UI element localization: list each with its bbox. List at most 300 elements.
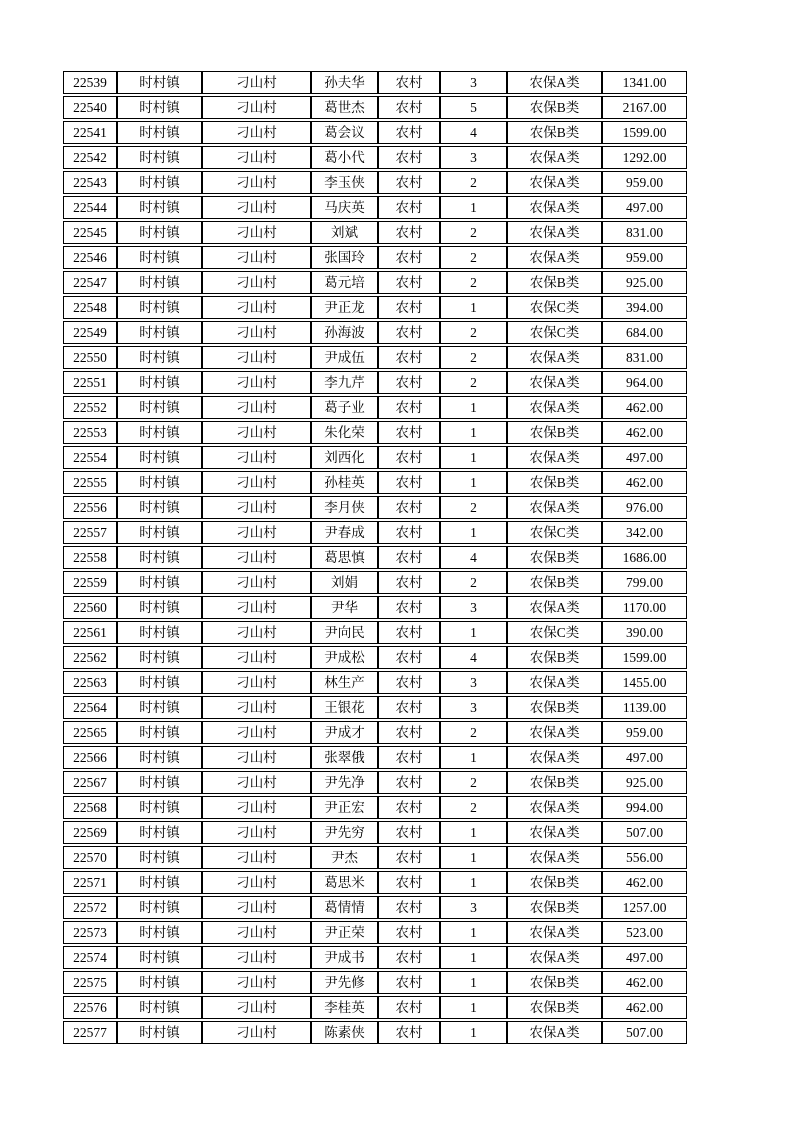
cell-person-name: 李桂英 [311, 996, 378, 1019]
cell-insurance-category: 农保B类 [507, 971, 602, 994]
cell-person-name: 朱化荣 [311, 421, 378, 444]
cell-town: 时村镇 [117, 671, 202, 694]
cell-village: 刁山村 [202, 621, 311, 644]
cell-household-type: 农村 [378, 746, 440, 769]
cell-household-type: 农村 [378, 896, 440, 919]
cell-record-number: 22551 [63, 371, 117, 394]
cell-insurance-category: 农保B类 [507, 896, 602, 919]
cell-town: 时村镇 [117, 646, 202, 669]
cell-person-count: 2 [440, 171, 507, 194]
cell-village: 刁山村 [202, 71, 311, 94]
cell-person-name: 尹正宏 [311, 796, 378, 819]
cell-village: 刁山村 [202, 646, 311, 669]
cell-household-type: 农村 [378, 821, 440, 844]
cell-town: 时村镇 [117, 246, 202, 269]
cell-household-type: 农村 [378, 196, 440, 219]
cell-insurance-category: 农保B类 [507, 471, 602, 494]
table-row [63, 471, 687, 494]
cell-town: 时村镇 [117, 871, 202, 894]
cell-household-type: 农村 [378, 621, 440, 644]
cell-person-name: 马庆英 [311, 196, 378, 219]
cell-amount: 462.00 [602, 471, 687, 494]
cell-record-number: 22540 [63, 96, 117, 119]
cell-town: 时村镇 [117, 921, 202, 944]
cell-record-number: 22566 [63, 746, 117, 769]
table-row [63, 221, 687, 244]
cell-person-name: 刘西化 [311, 446, 378, 469]
cell-person-name: 孙海波 [311, 321, 378, 344]
cell-person-name: 尹成松 [311, 646, 378, 669]
cell-record-number: 22574 [63, 946, 117, 969]
cell-person-name: 林生产 [311, 671, 378, 694]
cell-amount: 390.00 [602, 621, 687, 644]
cell-town: 时村镇 [117, 221, 202, 244]
table-row [63, 71, 687, 94]
cell-person-count: 1 [440, 871, 507, 894]
cell-household-type: 农村 [378, 646, 440, 669]
cell-person-name: 尹杰 [311, 846, 378, 869]
cell-person-count: 2 [440, 496, 507, 519]
table-row [63, 321, 687, 344]
cell-household-type: 农村 [378, 946, 440, 969]
cell-record-number: 22556 [63, 496, 117, 519]
cell-person-name: 尹成才 [311, 721, 378, 744]
cell-insurance-category: 农保B类 [507, 271, 602, 294]
cell-village: 刁山村 [202, 121, 311, 144]
cell-town: 时村镇 [117, 721, 202, 744]
cell-amount: 556.00 [602, 846, 687, 869]
cell-person-count: 3 [440, 671, 507, 694]
cell-amount: 959.00 [602, 171, 687, 194]
cell-household-type: 农村 [378, 846, 440, 869]
cell-record-number: 22546 [63, 246, 117, 269]
table-row [63, 646, 687, 669]
cell-town: 时村镇 [117, 996, 202, 1019]
cell-insurance-category: 农保A类 [507, 846, 602, 869]
cell-insurance-category: 农保B类 [507, 96, 602, 119]
cell-town: 时村镇 [117, 421, 202, 444]
cell-amount: 1341.00 [602, 71, 687, 94]
cell-insurance-category: 农保A类 [507, 1021, 602, 1044]
cell-record-number: 22560 [63, 596, 117, 619]
cell-household-type: 农村 [378, 671, 440, 694]
cell-amount: 342.00 [602, 521, 687, 544]
cell-amount: 976.00 [602, 496, 687, 519]
cell-record-number: 22544 [63, 196, 117, 219]
cell-town: 时村镇 [117, 946, 202, 969]
cell-insurance-category: 农保A类 [507, 371, 602, 394]
cell-person-name: 张翠俄 [311, 746, 378, 769]
cell-person-count: 1 [440, 446, 507, 469]
cell-village: 刁山村 [202, 821, 311, 844]
cell-person-name: 孙桂英 [311, 471, 378, 494]
cell-village: 刁山村 [202, 946, 311, 969]
cell-record-number: 22550 [63, 346, 117, 369]
cell-household-type: 农村 [378, 96, 440, 119]
cell-town: 时村镇 [117, 471, 202, 494]
table-row [63, 1021, 687, 1044]
cell-record-number: 22569 [63, 821, 117, 844]
cell-village: 刁山村 [202, 246, 311, 269]
cell-record-number: 22572 [63, 896, 117, 919]
cell-household-type: 农村 [378, 71, 440, 94]
cell-record-number: 22554 [63, 446, 117, 469]
cell-person-name: 尹先净 [311, 771, 378, 794]
cell-town: 时村镇 [117, 596, 202, 619]
cell-person-count: 1 [440, 971, 507, 994]
cell-town: 时村镇 [117, 346, 202, 369]
cell-person-count: 3 [440, 146, 507, 169]
cell-person-name: 尹春成 [311, 521, 378, 544]
cell-insurance-category: 农保B类 [507, 121, 602, 144]
cell-person-name: 葛思米 [311, 871, 378, 894]
document-sheet [63, 69, 687, 1046]
cell-amount: 684.00 [602, 321, 687, 344]
cell-amount: 497.00 [602, 446, 687, 469]
cell-person-name: 尹先修 [311, 971, 378, 994]
table-row [63, 446, 687, 469]
table-row [63, 421, 687, 444]
cell-amount: 1170.00 [602, 596, 687, 619]
cell-town: 时村镇 [117, 446, 202, 469]
cell-town: 时村镇 [117, 1021, 202, 1044]
cell-amount: 831.00 [602, 346, 687, 369]
cell-record-number: 22573 [63, 921, 117, 944]
cell-town: 时村镇 [117, 171, 202, 194]
cell-person-name: 李玉侠 [311, 171, 378, 194]
cell-insurance-category: 农保A类 [507, 746, 602, 769]
cell-record-number: 22563 [63, 671, 117, 694]
table-row [63, 271, 687, 294]
cell-person-count: 3 [440, 696, 507, 719]
cell-person-count: 2 [440, 371, 507, 394]
cell-amount: 462.00 [602, 396, 687, 419]
cell-insurance-category: 农保A类 [507, 396, 602, 419]
cell-person-name: 王银花 [311, 696, 378, 719]
cell-person-count: 4 [440, 646, 507, 669]
cell-insurance-category: 农保A类 [507, 246, 602, 269]
cell-village: 刁山村 [202, 396, 311, 419]
cell-record-number: 22565 [63, 721, 117, 744]
table-row [63, 746, 687, 769]
cell-household-type: 农村 [378, 996, 440, 1019]
cell-person-count: 2 [440, 571, 507, 594]
cell-person-count: 2 [440, 321, 507, 344]
cell-person-count: 1 [440, 946, 507, 969]
cell-person-name: 李九芹 [311, 371, 378, 394]
cell-record-number: 22553 [63, 421, 117, 444]
cell-town: 时村镇 [117, 971, 202, 994]
cell-record-number: 22549 [63, 321, 117, 344]
cell-person-count: 1 [440, 921, 507, 944]
cell-amount: 497.00 [602, 746, 687, 769]
cell-record-number: 22561 [63, 621, 117, 644]
table-row [63, 596, 687, 619]
cell-household-type: 农村 [378, 721, 440, 744]
cell-amount: 2167.00 [602, 96, 687, 119]
cell-person-count: 5 [440, 96, 507, 119]
table-row [63, 521, 687, 544]
cell-insurance-category: 农保B类 [507, 546, 602, 569]
cell-town: 时村镇 [117, 396, 202, 419]
cell-amount: 994.00 [602, 796, 687, 819]
cell-amount: 462.00 [602, 971, 687, 994]
cell-insurance-category: 农保A类 [507, 721, 602, 744]
cell-amount: 497.00 [602, 196, 687, 219]
cell-insurance-category: 农保A类 [507, 71, 602, 94]
table-row [63, 846, 687, 869]
cell-record-number: 22548 [63, 296, 117, 319]
cell-person-name: 尹华 [311, 596, 378, 619]
cell-village: 刁山村 [202, 571, 311, 594]
cell-insurance-category: 农保A类 [507, 171, 602, 194]
cell-person-count: 2 [440, 271, 507, 294]
cell-person-count: 1 [440, 421, 507, 444]
cell-household-type: 农村 [378, 471, 440, 494]
cell-amount: 523.00 [602, 921, 687, 944]
cell-insurance-category: 农保B类 [507, 421, 602, 444]
cell-person-name: 葛子业 [311, 396, 378, 419]
cell-village: 刁山村 [202, 896, 311, 919]
cell-person-name: 尹正荣 [311, 921, 378, 944]
cell-amount: 507.00 [602, 821, 687, 844]
cell-town: 时村镇 [117, 521, 202, 544]
cell-record-number: 22541 [63, 121, 117, 144]
cell-town: 时村镇 [117, 746, 202, 769]
cell-record-number: 22564 [63, 696, 117, 719]
cell-village: 刁山村 [202, 346, 311, 369]
cell-record-number: 22555 [63, 471, 117, 494]
cell-village: 刁山村 [202, 546, 311, 569]
cell-record-number: 22542 [63, 146, 117, 169]
cell-person-count: 1 [440, 196, 507, 219]
cell-person-name: 孙夫华 [311, 71, 378, 94]
cell-insurance-category: 农保A类 [507, 196, 602, 219]
cell-household-type: 农村 [378, 771, 440, 794]
cell-person-count: 1 [440, 746, 507, 769]
table-row [63, 696, 687, 719]
cell-person-count: 2 [440, 796, 507, 819]
cell-village: 刁山村 [202, 796, 311, 819]
cell-household-type: 农村 [378, 346, 440, 369]
cell-insurance-category: 农保A类 [507, 496, 602, 519]
cell-village: 刁山村 [202, 746, 311, 769]
cell-village: 刁山村 [202, 1021, 311, 1044]
cell-person-name: 陈素侠 [311, 1021, 378, 1044]
cell-record-number: 22547 [63, 271, 117, 294]
cell-town: 时村镇 [117, 546, 202, 569]
table-row [63, 371, 687, 394]
cell-insurance-category: 农保A类 [507, 946, 602, 969]
cell-person-count: 1 [440, 471, 507, 494]
cell-town: 时村镇 [117, 571, 202, 594]
table-row [63, 821, 687, 844]
cell-record-number: 22562 [63, 646, 117, 669]
cell-town: 时村镇 [117, 271, 202, 294]
cell-town: 时村镇 [117, 496, 202, 519]
cell-village: 刁山村 [202, 446, 311, 469]
cell-household-type: 农村 [378, 271, 440, 294]
table-row [63, 796, 687, 819]
table-row [63, 246, 687, 269]
cell-amount: 1257.00 [602, 896, 687, 919]
cell-insurance-category: 农保A类 [507, 446, 602, 469]
cell-town: 时村镇 [117, 296, 202, 319]
cell-record-number: 22576 [63, 996, 117, 1019]
cell-person-count: 1 [440, 521, 507, 544]
cell-insurance-category: 农保B类 [507, 871, 602, 894]
cell-village: 刁山村 [202, 771, 311, 794]
cell-village: 刁山村 [202, 596, 311, 619]
table-row [63, 946, 687, 969]
table-row [63, 546, 687, 569]
cell-person-name: 尹成书 [311, 946, 378, 969]
cell-household-type: 农村 [378, 796, 440, 819]
cell-household-type: 农村 [378, 546, 440, 569]
cell-person-name: 葛情情 [311, 896, 378, 919]
cell-record-number: 22545 [63, 221, 117, 244]
cell-amount: 507.00 [602, 1021, 687, 1044]
cell-record-number: 22571 [63, 871, 117, 894]
cell-person-name: 刘斌 [311, 221, 378, 244]
cell-village: 刁山村 [202, 421, 311, 444]
table-row [63, 921, 687, 944]
cell-person-name: 李月侠 [311, 496, 378, 519]
cell-amount: 799.00 [602, 571, 687, 594]
cell-amount: 1599.00 [602, 646, 687, 669]
cell-person-name: 葛世杰 [311, 96, 378, 119]
cell-amount: 1455.00 [602, 671, 687, 694]
cell-amount: 964.00 [602, 371, 687, 394]
table-row [63, 571, 687, 594]
cell-person-count: 3 [440, 896, 507, 919]
cell-insurance-category: 农保A类 [507, 821, 602, 844]
cell-town: 时村镇 [117, 896, 202, 919]
cell-village: 刁山村 [202, 696, 311, 719]
cell-village: 刁山村 [202, 296, 311, 319]
cell-person-name: 葛会议 [311, 121, 378, 144]
cell-amount: 462.00 [602, 996, 687, 1019]
cell-household-type: 农村 [378, 246, 440, 269]
cell-household-type: 农村 [378, 171, 440, 194]
cell-record-number: 22557 [63, 521, 117, 544]
table-row [63, 346, 687, 369]
cell-person-count: 1 [440, 846, 507, 869]
cell-insurance-category: 农保A类 [507, 596, 602, 619]
cell-amount: 925.00 [602, 771, 687, 794]
cell-person-count: 1 [440, 296, 507, 319]
cell-town: 时村镇 [117, 321, 202, 344]
cell-village: 刁山村 [202, 221, 311, 244]
cell-household-type: 农村 [378, 296, 440, 319]
cell-village: 刁山村 [202, 196, 311, 219]
cell-insurance-category: 农保C类 [507, 521, 602, 544]
cell-village: 刁山村 [202, 871, 311, 894]
table-row [63, 871, 687, 894]
cell-insurance-category: 农保C类 [507, 321, 602, 344]
cell-household-type: 农村 [378, 571, 440, 594]
cell-town: 时村镇 [117, 371, 202, 394]
cell-insurance-category: 农保B类 [507, 646, 602, 669]
subsidy-roster-table [63, 69, 687, 1046]
table-row [63, 971, 687, 994]
cell-person-count: 2 [440, 221, 507, 244]
table-row [63, 396, 687, 419]
cell-record-number: 22575 [63, 971, 117, 994]
cell-town: 时村镇 [117, 96, 202, 119]
cell-household-type: 农村 [378, 1021, 440, 1044]
cell-amount: 1292.00 [602, 146, 687, 169]
cell-village: 刁山村 [202, 921, 311, 944]
cell-town: 时村镇 [117, 621, 202, 644]
cell-person-count: 2 [440, 721, 507, 744]
cell-village: 刁山村 [202, 96, 311, 119]
table-row [63, 671, 687, 694]
cell-record-number: 22570 [63, 846, 117, 869]
cell-village: 刁山村 [202, 846, 311, 869]
cell-person-name: 尹成伍 [311, 346, 378, 369]
cell-village: 刁山村 [202, 371, 311, 394]
cell-insurance-category: 农保A类 [507, 146, 602, 169]
table-row [63, 621, 687, 644]
cell-insurance-category: 农保A类 [507, 796, 602, 819]
table-row [63, 171, 687, 194]
cell-person-name: 张国玲 [311, 246, 378, 269]
cell-insurance-category: 农保B类 [507, 996, 602, 1019]
cell-household-type: 农村 [378, 321, 440, 344]
cell-town: 时村镇 [117, 121, 202, 144]
cell-village: 刁山村 [202, 146, 311, 169]
cell-amount: 394.00 [602, 296, 687, 319]
cell-record-number: 22558 [63, 546, 117, 569]
cell-person-name: 葛元培 [311, 271, 378, 294]
cell-person-count: 1 [440, 1021, 507, 1044]
cell-amount: 925.00 [602, 271, 687, 294]
cell-village: 刁山村 [202, 521, 311, 544]
cell-insurance-category: 农保A类 [507, 921, 602, 944]
cell-household-type: 农村 [378, 871, 440, 894]
cell-amount: 959.00 [602, 721, 687, 744]
cell-record-number: 22577 [63, 1021, 117, 1044]
cell-household-type: 农村 [378, 371, 440, 394]
cell-household-type: 农村 [378, 446, 440, 469]
cell-person-name: 葛小代 [311, 146, 378, 169]
cell-village: 刁山村 [202, 171, 311, 194]
cell-person-count: 1 [440, 396, 507, 419]
table-row [63, 196, 687, 219]
cell-household-type: 农村 [378, 921, 440, 944]
cell-record-number: 22568 [63, 796, 117, 819]
cell-household-type: 农村 [378, 221, 440, 244]
cell-household-type: 农村 [378, 521, 440, 544]
cell-record-number: 22567 [63, 771, 117, 794]
cell-town: 时村镇 [117, 71, 202, 94]
cell-person-count: 2 [440, 246, 507, 269]
cell-amount: 1139.00 [602, 696, 687, 719]
cell-insurance-category: 农保A类 [507, 221, 602, 244]
cell-person-name: 尹先穷 [311, 821, 378, 844]
cell-person-name: 尹向民 [311, 621, 378, 644]
cell-amount: 831.00 [602, 221, 687, 244]
cell-household-type: 农村 [378, 396, 440, 419]
subsidy-roster-table-body [63, 71, 687, 1044]
cell-insurance-category: 农保B类 [507, 771, 602, 794]
cell-village: 刁山村 [202, 321, 311, 344]
table-row [63, 771, 687, 794]
cell-town: 时村镇 [117, 796, 202, 819]
cell-person-count: 1 [440, 996, 507, 1019]
cell-household-type: 农村 [378, 971, 440, 994]
